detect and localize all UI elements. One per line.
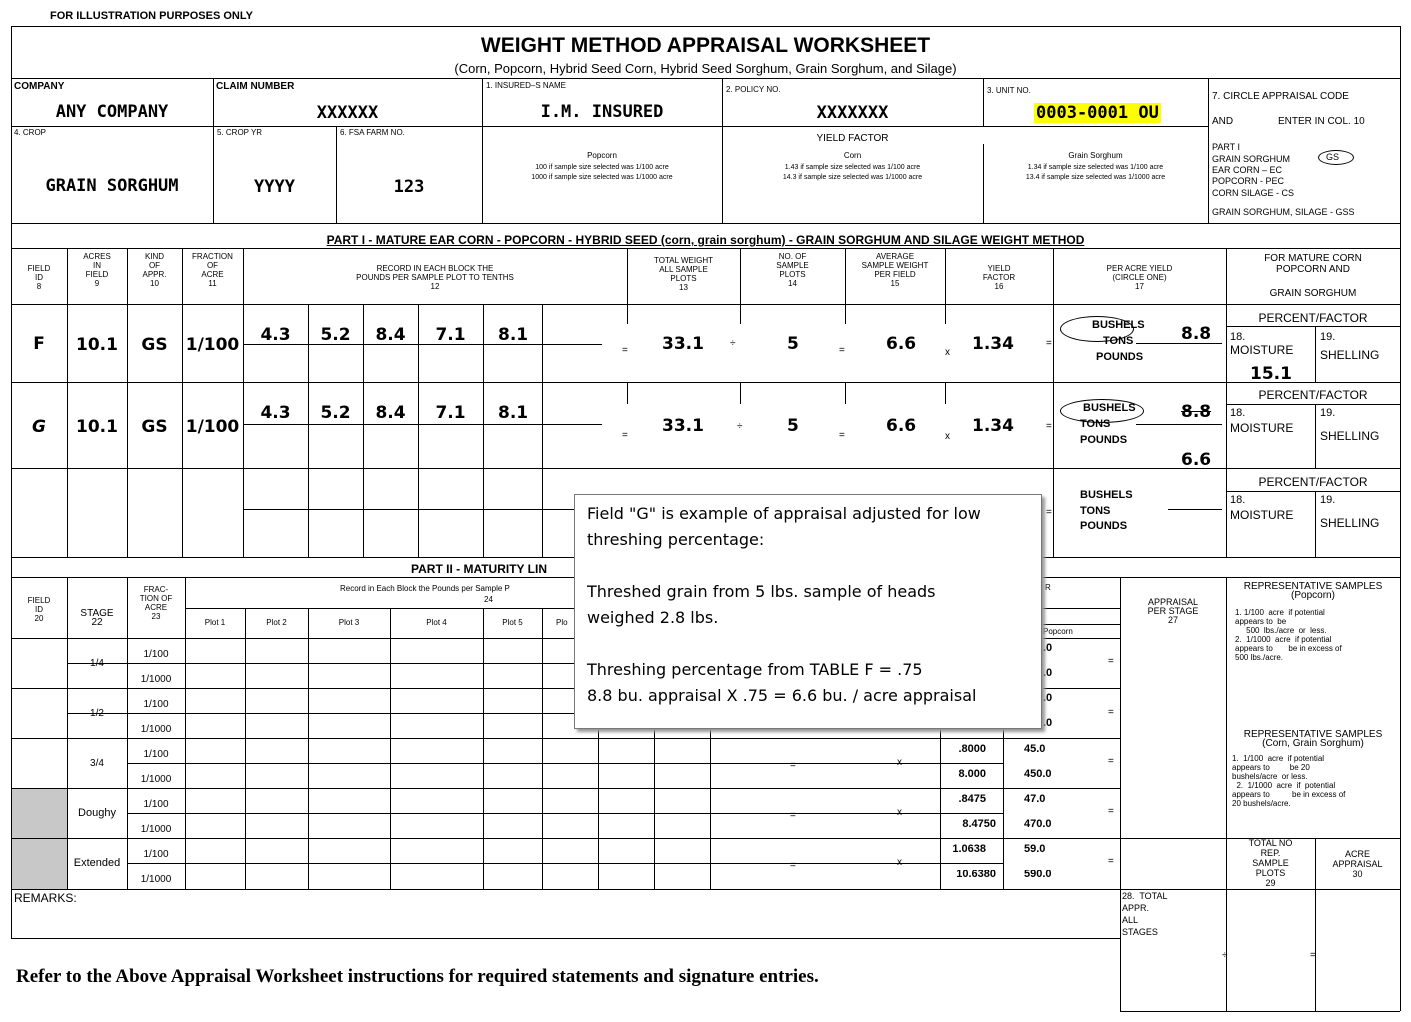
p2-x-dough: x	[897, 807, 902, 818]
p2-eq-34a: =	[790, 760, 796, 771]
partial-val-3: .0	[1043, 692, 1053, 704]
circle-code-label: 7. CIRCLE APPRAISAL CODE	[1212, 91, 1349, 102]
row-3-pounds: POUNDS	[1080, 520, 1128, 532]
frac-3-1000: 1/1000	[140, 774, 172, 785]
row-3-moisture-label: MOISTURE	[1230, 508, 1294, 522]
p2-eq-dough-b: =	[1108, 806, 1114, 817]
row-f-fraction: 1/100	[185, 335, 240, 355]
part1-title: PART I - MATURE EAR CORN - POPCORN - HYBRID SEED (corn, grain sorghum) - GRAIN SORGHUM AND SILAGE WEIGHT METHOD	[326, 233, 1085, 247]
rep-corn-title: REPRESENTATIVE SAMPLES (Corn, Grain Sorghum)	[1243, 729, 1383, 749]
part2-title: PART II - MATURITY LIN	[411, 562, 547, 576]
rep-popcorn-body: 1. 1/100 acre if potential appears to be 500 lbs./acre or less. 2. 1/1000 acre if potential appears to be in excess of 500 lbs./acre.	[1235, 608, 1342, 662]
note-line-6: 8.8 bu. appraisal X .75 = 6.6 bu. / acre appraisal	[587, 686, 977, 705]
col-field-id: FIELD ID 8	[27, 264, 51, 291]
row-f-plot1: 4.3	[260, 325, 291, 345]
sorghum-label: Grain Sorghum	[1068, 151, 1123, 160]
p2-col-record-num: 24	[484, 595, 493, 604]
row-f-factor: 1.34	[972, 334, 1014, 354]
rep-popcorn-title: REPRESENTATIVE SAMPLES (Popcorn)	[1243, 581, 1383, 601]
row-g-no: 5	[787, 416, 799, 436]
row-g-eq1: =	[622, 430, 628, 441]
row-f-bushels: BUSHELS	[1092, 319, 1145, 331]
row-f-times: x	[945, 347, 950, 358]
row-g-kind: GS	[141, 417, 168, 437]
row-f-yield: 8.8	[1181, 324, 1212, 344]
frac-1-100: 1/100	[143, 649, 169, 660]
note-line-1: Field "G" is example of appraisal adjusted for low	[587, 504, 981, 523]
illustration-note: FOR ILLUSTRATION PURPOSES ONLY	[50, 10, 253, 22]
fsa-label: 6. FSA FARM NO.	[340, 128, 405, 137]
row-g-acres: 10.1	[76, 417, 118, 437]
row-g-plot3: 8.4	[375, 403, 406, 423]
total-eq: =	[1310, 950, 1316, 961]
partial-val-1: .0	[1043, 642, 1053, 654]
p2-x-34: x	[897, 757, 902, 768]
stage-doughy: Doughy	[78, 807, 116, 819]
page-title: WEIGHT METHOD APPRAISAL WORKSHEET	[480, 34, 931, 57]
p2-col-field: FIELD ID 20	[27, 596, 51, 623]
crop-label: 4. CROP	[14, 128, 47, 137]
part1-label: PART I	[1212, 142, 1241, 152]
rep-corn-body: 1. 1/100 acre if potential appears to be 20 bushels/acre or less. 2. 1/1000 acre if potential appears to be in excess of 20 bushels/acre.	[1232, 754, 1346, 808]
frac-2-100: 1/100	[143, 699, 169, 710]
company-label: COMPANY	[14, 81, 65, 92]
col-total-weight: TOTAL WEIGHT ALL SAMPLE PLOTS 13	[654, 256, 713, 292]
row-3-tons: TONS	[1080, 505, 1111, 517]
code-ear-corn: EAR CORN – EC	[1212, 165, 1283, 175]
row-g-shelling-num: 19.	[1320, 407, 1336, 419]
frac-1-1000: 1/1000	[140, 674, 172, 685]
company-value: ANY COMPANY	[55, 102, 169, 122]
row-g-plot4: 7.1	[435, 403, 466, 423]
p2-partial-r: R	[1045, 583, 1051, 592]
col-per-acre: PER ACRE YIELD (CIRCLE ONE) 17	[1106, 264, 1173, 291]
fsa-value: 123	[393, 177, 425, 197]
pop-ext-2: 590.0	[1024, 870, 1052, 879]
pop-ext-1: 59.0	[1024, 843, 1046, 855]
sorghum-line1: 1.34 if sample size selected was 1/100 acre	[1027, 164, 1164, 171]
factor-34-2: 8.000	[958, 768, 986, 780]
note-line-2: threshing percentage:	[587, 530, 765, 549]
p2-plot1: Plot 1	[204, 618, 226, 627]
p2-plot2: Plot 2	[266, 618, 287, 627]
col-kind: KIND OF APPR. 10	[142, 252, 167, 288]
crop-year-label: 5. CROP YR	[217, 128, 263, 137]
pop-34-1: 45.0	[1024, 743, 1046, 755]
unit-label: 3. UNIT NO.	[987, 86, 1031, 95]
insured-value: I.M. INSURED	[540, 102, 664, 122]
frac-4-1000: 1/1000	[140, 824, 172, 835]
p2-col-stage: STAGE 22	[80, 608, 114, 628]
code-sorghum-silage: GRAIN SORGHUM, SILAGE - GSS	[1212, 207, 1355, 217]
p2-eq-ext-b: =	[1108, 856, 1114, 867]
row-g-moisture-num: 18.	[1230, 407, 1246, 419]
row-3-shelling-label: SHELLING	[1320, 516, 1380, 530]
pop-34-2: 450.0	[1024, 768, 1052, 780]
row-f-plot3: 8.4	[375, 325, 406, 345]
p2-eq-34b: =	[1108, 756, 1114, 767]
code-corn-silage: CORN SILAGE - CS	[1212, 188, 1295, 198]
enter-label: ENTER IN COL. 10	[1278, 116, 1365, 127]
page-subtitle: (Corn, Popcorn, Hybrid Seed Corn, Hybrid Seed Sorghum, Grain Sorghum, and Silage)	[454, 61, 957, 76]
code-popcorn: POPCORN - PEC	[1212, 176, 1285, 186]
col-grain-sorghum: GRAIN SORGHUM	[1269, 288, 1357, 299]
row-f-no: 5	[787, 334, 799, 354]
row-g-eq2: =	[839, 430, 845, 441]
row-g-fraction: 1/100	[185, 417, 240, 437]
partial-val-2: .0	[1043, 667, 1053, 679]
p2-plot4: Plot 4	[426, 618, 447, 627]
row-g-times: x	[945, 431, 950, 442]
total-no-rep: TOTAL NO REP. SAMPLE PLOTS 29	[1248, 838, 1293, 888]
row-f-eq3: =	[1046, 338, 1052, 349]
factor-dough-2: 8.4750	[962, 818, 996, 830]
corn-line2: 14.3 if sample size selected was 1/1000 acre	[782, 174, 923, 181]
remarks-label: REMARKS:	[14, 891, 77, 905]
pop-dough-1: 47.0	[1024, 793, 1046, 805]
row-3-shelling-num: 19.	[1320, 494, 1336, 506]
total-appr-all-stages: 28. TOTAL APPR. ALL STAGES	[1122, 891, 1168, 937]
col-for-mature: FOR MATURE CORN POPCORN AND	[1264, 253, 1362, 275]
row-f-plot2: 5.2	[320, 325, 351, 345]
row-f-div: ÷	[730, 338, 736, 349]
col-fraction: FRACTION OF ACRE 11	[192, 252, 233, 288]
yield-factor-label: YIELD FACTOR	[816, 133, 889, 144]
p2-partial-popcorn: Popcorn	[1043, 627, 1073, 636]
row-g-div: ÷	[737, 421, 743, 432]
row-3-percent-factor: PERCENT/FACTOR	[1258, 475, 1368, 489]
corn-label: Corn	[843, 151, 862, 160]
row-f-pounds: POUNDS	[1096, 351, 1144, 363]
row-f-percent-factor: PERCENT/FACTOR	[1258, 311, 1368, 325]
stage-three-quarter: 3/4	[90, 758, 104, 769]
p2-col-appraisal: APPRAISAL PER STAGE 27	[1147, 597, 1199, 625]
stage-half: 1/2	[90, 708, 104, 719]
crop-year-value: YYYY	[254, 177, 295, 197]
row-f-tons: TONS	[1103, 335, 1134, 347]
insured-label: 1. INSURED–S NAME	[486, 81, 567, 90]
corn-line1: 1.43 if sample size selected was 1/100 acre	[784, 164, 921, 171]
row-f-moisture-label: MOISTURE	[1230, 343, 1294, 357]
factor-34-1: .8000	[958, 743, 986, 755]
claim-value: XXXXXX	[316, 103, 379, 123]
stage-quarter: 1/4	[90, 658, 104, 669]
row-g-plot2: 5.2	[320, 403, 351, 423]
row-g-shelling-label: SHELLING	[1320, 429, 1380, 443]
row-g-factor: 1.34	[972, 416, 1014, 436]
popcorn-label: Popcorn	[587, 151, 617, 160]
row-f-shelling-num: 19.	[1320, 331, 1336, 343]
p2-eq-ext-a: =	[790, 860, 796, 871]
and-label: AND	[1212, 116, 1234, 127]
row-f-plot5: 8.1	[498, 325, 529, 345]
p2-eq-dough-a: =	[790, 810, 796, 821]
popcorn-line1: 100 if sample size selected was 1/100 acre	[535, 164, 669, 171]
frac-2-1000: 1/1000	[140, 724, 172, 735]
row-f-kind: GS	[141, 335, 168, 355]
row-g-plot1: 4.3	[260, 403, 291, 423]
row-3-moisture-num: 18.	[1230, 494, 1246, 506]
popcorn-line2: 1000 if sample size selected was 1/1000 acre	[531, 174, 673, 181]
frac-5-1000: 1/1000	[140, 874, 172, 885]
policy-label: 2. POLICY NO.	[726, 85, 781, 94]
p2-plot5: Plot 5	[502, 618, 523, 627]
row-f-shelling-label: SHELLING	[1320, 350, 1380, 359]
p2-plot3: Plot 3	[338, 618, 360, 627]
row-g-yield-adjusted: 6.6	[1181, 450, 1212, 470]
row-g-eq3: =	[1046, 421, 1052, 432]
acre-appraisal: ACRE APPRAISAL 30	[1332, 849, 1383, 879]
note-line-3: Threshed grain from 5 lbs. sample of heads	[587, 582, 936, 601]
note-line-5: Threshing percentage from TABLE F = .75	[587, 660, 923, 679]
p2-eq-1: =	[1108, 656, 1114, 667]
factor-ext-2: 10.6380	[956, 870, 996, 879]
row-g-total: 33.1	[662, 416, 704, 436]
p2-eq-2: =	[1108, 707, 1114, 718]
crop-value: GRAIN SORGHUM	[45, 176, 179, 196]
factor-ext-1: 1.0638	[952, 843, 986, 855]
p2-plot6: Plo	[556, 618, 568, 627]
note-line-4: weighed 2.8 lbs.	[587, 608, 719, 627]
frac-4-100: 1/100	[143, 799, 169, 810]
row-f-moisture-num: 18.	[1230, 331, 1246, 343]
row-g-avg: 6.6	[886, 416, 917, 436]
pop-dough-2: 470.0	[1024, 818, 1052, 830]
row-f-field: F	[33, 334, 45, 354]
row-f-total: 33.1	[662, 334, 704, 354]
row-g-plot5: 8.1	[498, 403, 529, 423]
col-avg-weight: AVERAGE SAMPLE WEIGHT PER FIELD 15	[861, 252, 929, 288]
p2-col-record: Record in Each Block the Pounds per Sample P	[340, 584, 510, 593]
footer-instructions: Refer to the Above Appraisal Worksheet instructions for required statements and signature entries.	[16, 966, 819, 987]
policy-value: XXXXXXX	[816, 103, 889, 123]
claim-label: CLAIM NUMBER	[216, 81, 295, 92]
code-gs-circled: GS	[1326, 152, 1340, 162]
row-f-moisture: 15.1	[1250, 364, 1292, 384]
frac-3-100: 1/100	[143, 749, 169, 760]
row-f-eq1: =	[622, 345, 628, 356]
row-g-bushels: BUSHELS	[1083, 402, 1136, 414]
col-yield-factor: YIELD FACTOR 16	[982, 264, 1016, 291]
p2-x-ext: x	[897, 857, 902, 868]
row-g-yield: 8.8	[1181, 402, 1212, 422]
row-g-tons: TONS	[1080, 418, 1111, 430]
row-g-pounds: POUNDS	[1080, 434, 1128, 446]
partial-val-4: .0	[1043, 717, 1053, 729]
frac-5-100: 1/100	[143, 849, 169, 860]
row-3-eq: =	[1046, 507, 1052, 518]
explanation-note	[574, 494, 1042, 729]
p2-col-fraction: FRAC- TION OF ACRE 23	[139, 585, 173, 621]
col-no-plots: NO. OF SAMPLE PLOTS 14	[776, 252, 809, 288]
row-f-avg: 6.6	[886, 334, 917, 354]
row-g-percent-factor: PERCENT/FACTOR	[1258, 388, 1368, 402]
unit-value: 0003-0001 OU	[1036, 103, 1159, 123]
col-record: RECORD IN EACH BLOCK THE POUNDS PER SAMPLE PLOT TO TENTHS 12	[356, 264, 514, 291]
row-g-moisture-label: MOISTURE	[1230, 421, 1294, 435]
col-acres: ACRES IN FIELD 9	[83, 252, 111, 288]
code-grain-sorghum: GRAIN SORGHUM	[1212, 154, 1291, 164]
stage-extended: Extended	[73, 857, 121, 869]
row-f-plot4: 7.1	[435, 325, 466, 345]
sorghum-line2: 13.4 if sample size selected was 1/1000 acre	[1025, 174, 1166, 181]
row-3-bushels: BUSHELS	[1080, 489, 1133, 501]
row-f-acres: 10.1	[76, 335, 118, 355]
factor-dough-1: .8475	[958, 793, 986, 805]
total-div: ÷	[1222, 950, 1228, 961]
row-f-eq2: =	[839, 345, 845, 356]
row-g-field: G	[32, 417, 46, 437]
